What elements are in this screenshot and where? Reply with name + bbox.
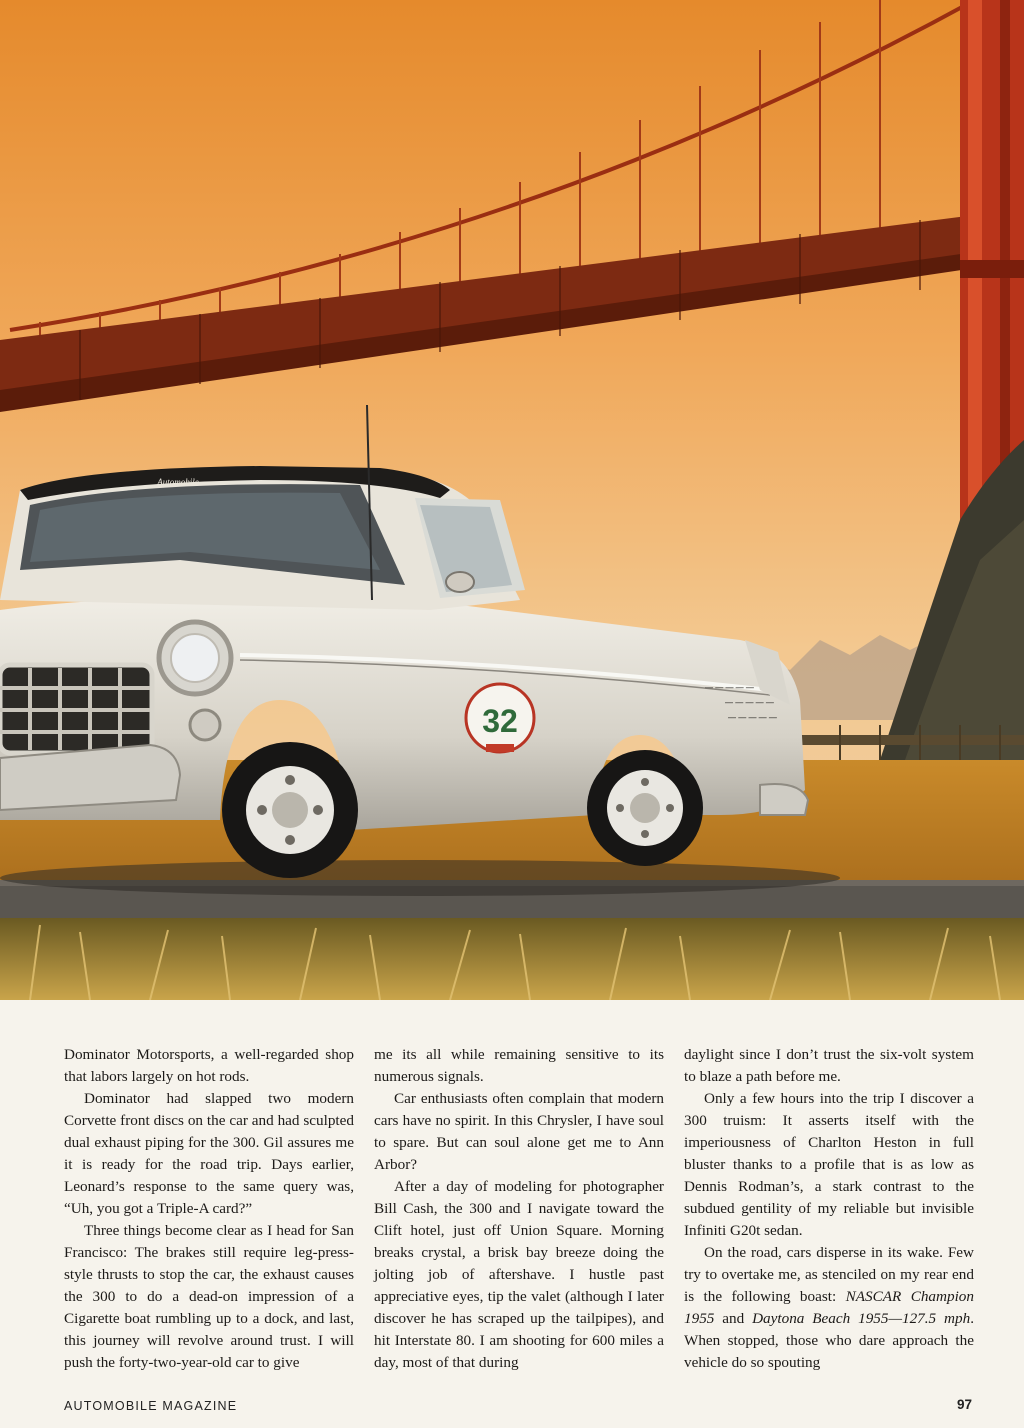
article-column-1 (64, 1044, 354, 1374)
text-run: On the road, cars disperse in its wake. Few try to overtake me, as stenciled on my rear end is the following boast: (684, 1244, 974, 1305)
windshield-banner: Automobile (157, 477, 199, 487)
svg-text:— — — — —: — — — — — (705, 683, 754, 692)
svg-text:— — — — —: — — — — — (725, 698, 774, 707)
page-number: 97 (956, 1397, 972, 1412)
stencil-text-1: NASCAR Champion 1955 (684, 1288, 974, 1327)
text-run: and (714, 1310, 753, 1327)
paragraph: Three things become clear as I head for San Francisco: The brakes still require leg-press-style thrusts to stop the car, the exhaust causes the 300 to do a dead-on impression of a Cigarette boat rumbling up to a dock, and last, this journey will revolve around trust. I will push the forty-two-year-old car to give (64, 1222, 354, 1371)
svg-text:— — — — —: — — — — — (728, 713, 777, 722)
article-column-2 (374, 1044, 664, 1374)
magazine-name: AUTOMOBILE MAGAZINE (64, 1399, 238, 1413)
paragraph: After a day of modeling for photographer Bill Cash, the 300 and I navigate toward the Clift hotel, just off Union Square. Morning breaks crystal, a brisk bay breeze doing the jolting job of aftershave. I hustle past appreciative eyes, tip the valet (although I later discover he has scraped up the tailpipes), and hit Interstate 80. I am shooting for 600 miles a day, most of that during (374, 1178, 664, 1371)
paragraph: daylight since I don’t trust the six-volt system to blaze a path before me. (684, 1046, 974, 1085)
article-body (64, 1044, 976, 1374)
stencil-text-2: Daytona Beach 1955—127.5 mph (752, 1310, 971, 1327)
paragraph: Dominator had slapped two modern Corvette front discs on the car and had sculpted dual exhaust piping for the 300. Gil assures me it is ready for the road trip. Days earlier, Leonard’s response to the same query was, “Uh, you got a Triple-A card?” (64, 1090, 354, 1217)
text-run: . When stopped, those who dare approach the vehicle do so spouting (684, 1310, 974, 1371)
paragraph: Dominator Motorsports, a well-regarded shop that labors largely on hot rods. (64, 1046, 354, 1085)
paragraph: Only a few hours into the trip I discover a 300 truism: It asserts itself with the imperiousness of Charlton Heston in full bluster thanks to a profile that is as low as Dennis Rodman’s, a stark contrast to the subdued gentility of my reliable but invisible Infiniti G20t sedan. (684, 1090, 974, 1239)
paragraph: Car enthusiasts often complain that modern cars have no spirit. In this Chrysler, I have soul to spare. But can soul alone get me to Ann Arbor? (374, 1090, 664, 1173)
paragraph: me its all while remaining sensitive to its numerous signals. (374, 1046, 664, 1085)
paragraph (684, 1242, 974, 1374)
article-column-3 (684, 1044, 974, 1374)
race-number: 32 (482, 703, 518, 739)
